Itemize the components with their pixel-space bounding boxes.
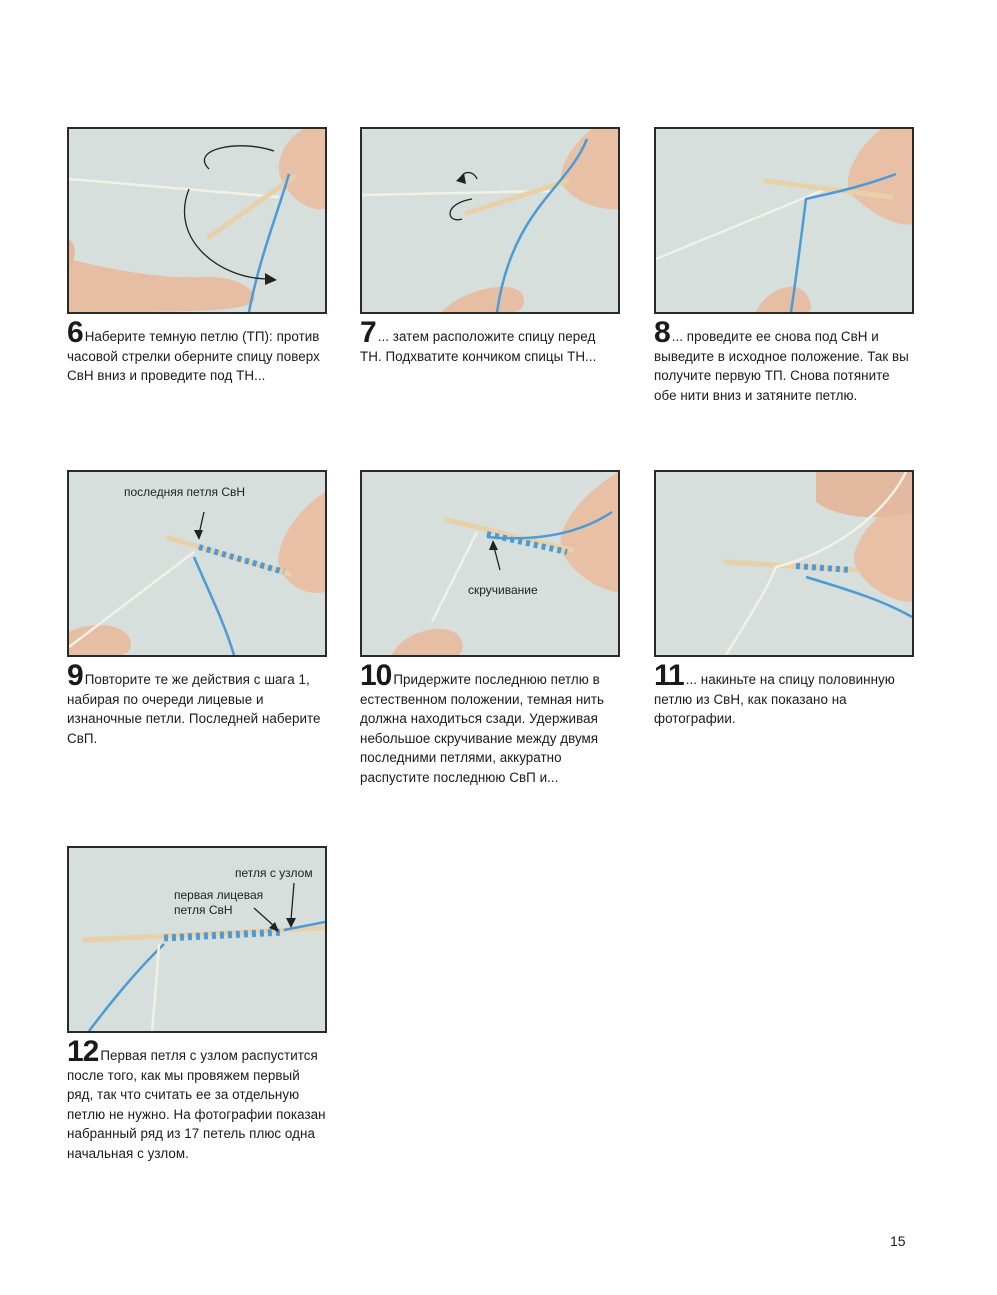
label-twist: скручивание [468,583,538,597]
step-text: Придержите последнюю петлю в естественном положении, темная нить должна находиться сзади. Удерживая небольшое скручивание между двумя последними петлями, аккуратно распустите последнюю СвП и... [360,672,605,785]
step-11-photo [654,470,914,657]
step-text: ... накиньте на спицу половинную петлю из СвН, как показано на фотографии. [654,672,895,727]
step-12-photo [67,846,327,1033]
step-10-caption [360,659,620,788]
step-number: 10 [360,659,392,692]
step-6 [67,127,327,386]
step-9-caption [67,659,327,748]
step-12-caption [67,1035,327,1164]
step-7 [360,127,620,366]
step-8 [654,127,914,405]
step-number: 7 [360,316,376,349]
step-11 [654,470,914,729]
step-6-caption [67,316,327,386]
step-text: ... затем расположите спицу перед ТН. Подхватите кончиком спицы ТН... [360,329,597,364]
step-11-caption [654,659,914,729]
label-first-knit-loop-line1: первая лицевая [174,888,264,902]
step-7-photo [360,127,620,314]
step-number: 8 [654,316,670,349]
label-loop-with-knot: петля с узлом [235,866,313,880]
step-number: 12 [67,1035,99,1068]
step-7-caption [360,316,620,366]
label-last-loop: последняя петля СвН [124,485,246,499]
step-12 [67,846,327,1164]
step-text: Повторите те же действия с шага 1, набирая по очереди лицевые и изнаночные петли. Последней наберите СвП. [67,672,321,746]
step-text: Первая петля с узлом распустится после того, как мы провяжем первый ряд, так что считать ее за отдельную петлю не нужно. На фотографии показан набранный ряд из 17 петель плюс одна начальная с узлом. [67,1048,326,1161]
step-number: 11 [654,659,684,692]
page-number: 15 [890,1233,906,1249]
step-6-photo [67,127,327,314]
step-10-photo [360,470,620,657]
step-9-photo [67,470,327,657]
step-8-photo [654,127,914,314]
step-8-caption [654,316,914,405]
step-number: 6 [67,316,83,349]
step-text: ... проведите ее снова под СвН и выведите в исходное положение. Так вы получите первую ТП. Снова потяните обе нити вниз и затяните петлю. [654,329,909,403]
step-10 [360,470,620,788]
label-first-knit-loop-line2: петля СвН [174,903,233,917]
step-number: 9 [67,659,83,692]
step-text: Наберите темную петлю (ТП): против часовой стрелки оберните спицу поверх СвН вниз и проведите под ТН... [67,329,320,384]
step-9 [67,470,327,748]
